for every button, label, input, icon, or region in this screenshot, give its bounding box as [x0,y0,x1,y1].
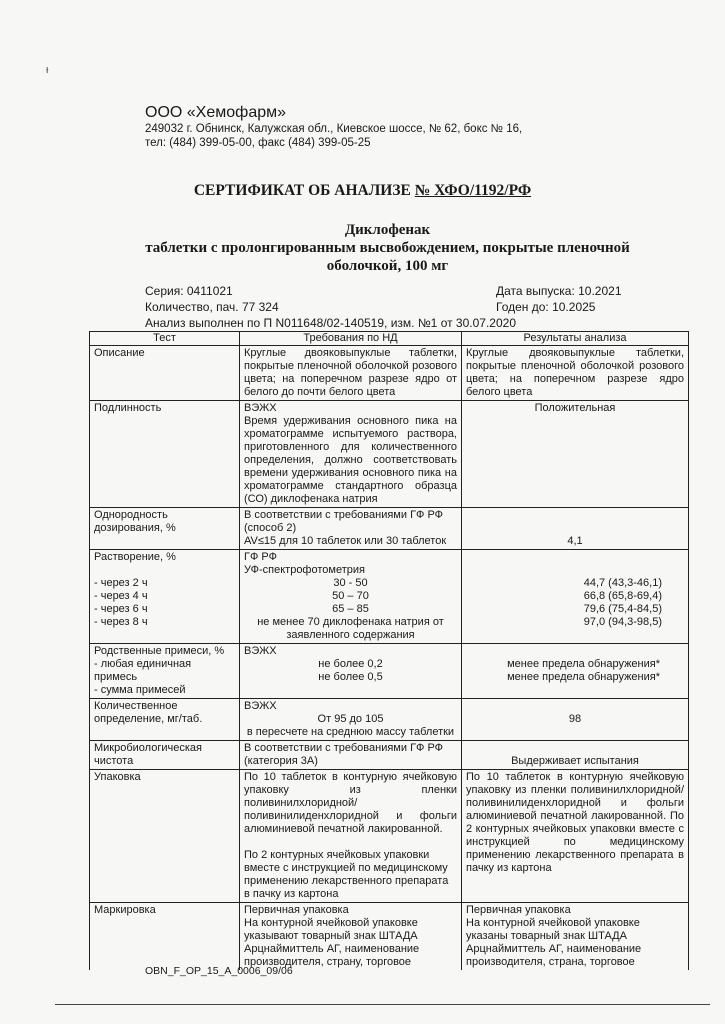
test-uniformity-line1: Однородность [94,509,168,521]
res-dissolution-6h: 79,6 (75,4-84,5) [583,603,662,615]
test-dissolution [90,550,240,644]
dissolution-time-6h: - через 6 ч [94,603,148,615]
res-impurities-single: менее предела обнаружения* [507,658,660,670]
test-micro-line2: чистота [94,755,134,767]
req-impurities [240,644,462,699]
req-marking [240,903,462,971]
req-dissolution-8h-a: не менее 70 диклофенака натрия от [257,616,444,628]
analysis-reference: Анализ выполнен по П N011648/02-140519, изм. №1 от 30.07.2020 [145,316,516,330]
dissolution-time-8h: - через 8 ч [94,616,148,628]
req-dissolution-line2: УФ-спектрофотометрия [244,564,365,576]
product-block [90,221,685,275]
table-row [90,699,689,741]
certificate-title-prefix: СЕРТИФИКАТ ОБ АНАЛИЗЕ [193,182,411,199]
req-micro-line1: В соответствии с требованиями ГФ РФ [244,742,444,754]
table-row [90,770,689,903]
req-packaging [240,770,462,903]
res-marking-head: Первичная упаковка [466,904,571,916]
req-description: Круглые двояковыпуклые таблетки, покрытые пленочной оболочкой розового цвета; на поперечном разрезе ядро от белого до почти белого цвета [240,346,462,401]
table-row [90,401,689,508]
req-uniformity [240,508,462,550]
dissolution-time-4h: - через 4 ч [94,590,148,602]
scan-artifact: ᵻ [46,64,49,76]
footer-divider [55,1004,710,1005]
res-assay: 98 [462,699,689,741]
req-identity [240,401,462,508]
test-packaging: Упаковка [90,770,240,903]
req-dissolution-2h: 30 - 50 [333,577,368,589]
res-uniformity: 4,1 [462,508,689,550]
table-row [90,741,689,770]
res-dissolution [462,550,689,644]
test-impurities-total: - сумма примесей [94,684,186,696]
test-impurities [90,644,240,699]
method-assay: ВЭЖХ [244,700,277,712]
test-marking: Маркировка [90,903,240,971]
res-dissolution-8h: 97,0 (94,3-98,5) [583,616,662,628]
req-uniformity-line3: AV≤15 для 10 таблеток или 30 таблеток [244,535,447,547]
certificate-title [0,182,725,200]
test-uniformity-line2: дозирования, % [94,522,176,534]
req-dissolution-8h-b: заявленного содержания [286,629,415,641]
req-assay [240,699,462,741]
test-micro-line1: Микробиологическая [94,742,202,754]
req-impurities-total: не более 0,5 [318,671,383,683]
product-name: Диклофенак [344,222,431,238]
res-marking [462,903,689,971]
res-packaging: По 10 таблеток в контурную ячейковую упаковку из пленки поливинилхлоридной/ поливинилиденхлоридной и фольги алюминиевой печатной лакированной. По 2 контурных ячейковых упаковки вместе с инструкцией по медицинскому применению лекарственного препарата в пачку из картона [462,770,689,903]
table-row [90,346,689,401]
test-assay [90,699,240,741]
table-row [90,550,689,644]
table-header-row [90,332,689,346]
company-name: ООО «Хемофарм» [145,104,287,121]
method-impurities: ВЭЖХ [244,645,277,657]
res-impurities-total: менее предела обнаружения* [507,671,660,683]
test-identity: Подлинность [90,401,240,508]
company-address: 249032 г. Обнинск, Калужская обл., Киевское шоссе, № 62, бокс № 16, [145,123,523,135]
test-description: Описание [90,346,240,401]
certificate-number: № ХФО/1192/РФ [414,182,532,199]
req-uniformity-line2: (способ 2) [244,522,297,534]
method-identity: ВЭЖХ [244,402,277,414]
table-row [90,508,689,550]
table-row [90,903,689,971]
product-form-line1: таблетки с пролонгированным высвобождением, покрытые пленочной [145,240,630,256]
res-identity: Положительная [462,401,689,508]
test-impurities-single: - любая единичная примесь [94,658,192,683]
company-phones: тел: (484) 399-05-00, факс (484) 399-05-25 [145,137,371,149]
res-micro: Выдерживает испытания [462,741,689,770]
req-packaging-p2: По 2 контурных ячейковых упаковки вместе с инструкцией по медицинскому применению лекарственного препарата в пачку из картона [244,849,449,900]
header-results: Результаты анализа [462,332,689,346]
req-dissolution-4h: 50 – 70 [332,590,369,602]
res-marking-body: На контурной ячейковой упаковке указаны товарный знак ШТАДА Арцнаймиттель АГ, наименование производителя, страна, торговое [466,917,642,968]
expiry-date: Годен до: 10.2025 [496,300,596,314]
release-date: Дата выпуска: 10.2021 [496,284,622,298]
req-dissolution-line1: ГФ РФ [244,551,277,563]
analysis-table [89,331,689,970]
req-micro-line2: (категория 3А) [244,755,318,767]
header-requirements: Требования по НД [240,332,462,346]
req-uniformity-line1: В соответствии с требованиями ГФ РФ [244,509,444,521]
req-dissolution-6h: 65 – 85 [332,603,369,615]
req-assay-range: От 95 до 105 [317,713,384,725]
test-impurities-title: Родственные примеси, % [94,645,225,657]
res-dissolution-2h: 44,7 (43,3-46,1) [583,577,662,589]
res-description: Круглые двояковыпуклые таблетки, покрытые пленочной оболочкой розового цвета; на поперечном разрезе ядро белого цвета [462,346,689,401]
req-packaging-p1: По 10 таблеток в контурную ячейковую упаковку из пленки поливинилхлоридной/ поливинилиденхлоридной и фольги алюминиевой печатной лакированной. [244,771,457,835]
req-identity-text: Время удерживания основного пика на хроматограмме испытуемого раствора, приготовленного для количественного определения, должно соответствовать времени удерживания основного пика на хроматограмме стандартного образца (СО) диклофенака натрия [244,415,457,505]
req-micro [240,741,462,770]
req-assay-basis: в пересчете на среднюю массу таблетки [246,726,455,738]
batch-quantity: Количество, пач. 77 324 [145,300,279,314]
document-code: OBN_F_OP_15_A_0006_09/06 [145,965,293,977]
req-impurities-single: не более 0,2 [318,658,383,670]
res-impurities [462,644,689,699]
req-marking-body: На контурной ячейковой упаковке указывают товарный знак ШТАДА Арцнаймиттель АГ, наименование производителя, страну, торговое [244,917,420,968]
test-assay-line1: Количественное [94,700,178,712]
test-micro [90,741,240,770]
batch-series: Серия: 0411021 [145,284,233,298]
test-dissolution-title: Растворение, % [94,551,176,563]
header-test: Тест [90,332,240,346]
test-assay-line2: определение, мг/таб. [94,713,203,725]
product-form-line2: оболочкой, 100 мг [326,258,449,274]
test-uniformity [90,508,240,550]
res-dissolution-4h: 66,8 (65,8-69,4) [583,590,662,602]
req-marking-head: Первичная упаковка [244,904,349,916]
req-dissolution [240,550,462,644]
company-header [145,104,522,150]
dissolution-time-2h: - через 2 ч [94,577,148,589]
table-row [90,644,689,699]
